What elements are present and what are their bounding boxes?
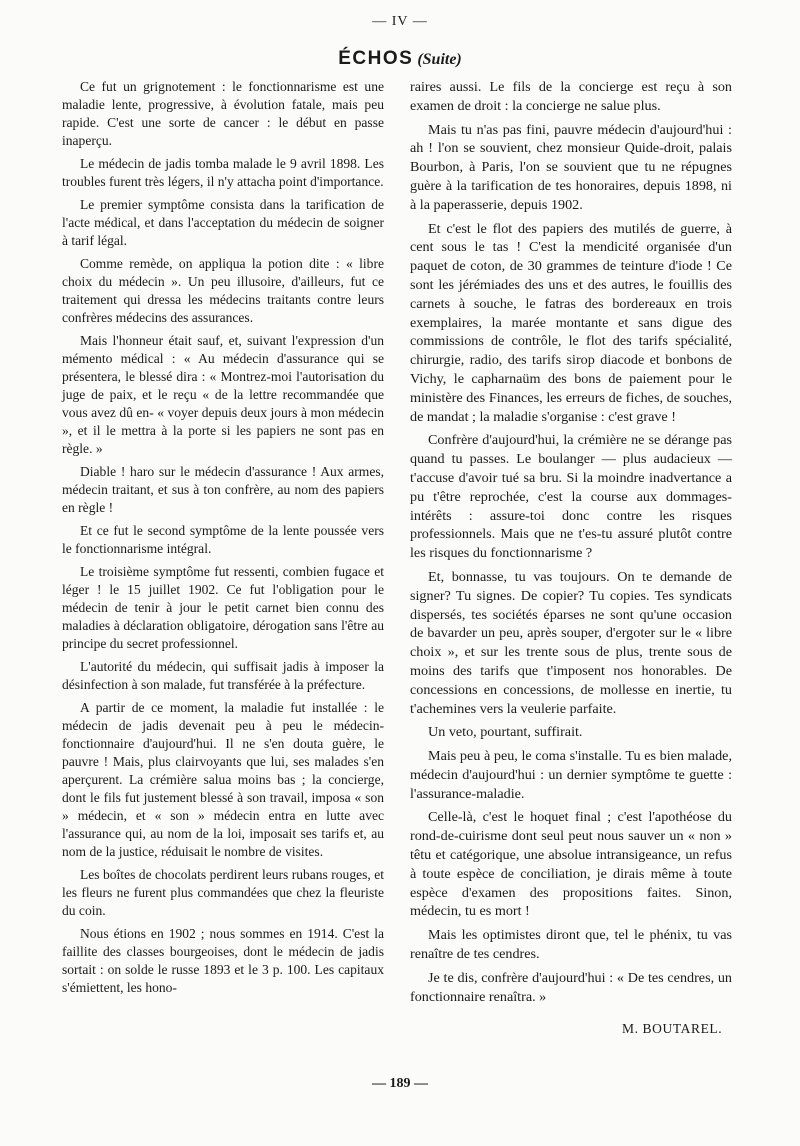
paragraph: Confrère d'aujourd'hui, la crémière ne se dérange pas quand tu passes. Le boulanger — plus audacieux — t'accuse d'avoir tué sa bru. Si la moindre inadvertance a pu t'être reprochée, c'est la course aux dommages-intérêts : assure-toi donc contre les risques professionnels. Mais que ne t'es-tu assuré plutôt contre les risques du fonctionnarisme ? (410, 432, 732, 562)
paragraph: Le médecin de jadis tomba malade le 9 avril 1898. Les troubles furent très légers, il n'y attacha point d'importance. (62, 156, 384, 189)
paragraph: Mais les optimistes diront que, tel le phénix, tu vas renaître de tes cendres. (410, 927, 732, 963)
paragraph: Je te dis, confrère d'aujourd'hui : « De tes cendres, un fonctionnaire renaîtra. » (410, 969, 732, 1005)
paragraph: Nous étions en 1902 ; nous sommes en 1914. C'est la faillite des classes bourgeoises, dont le médecin de jadis sortait : on solde le russe 1893 et le 3 p. 100. Les capitaux s'émiettent, les hono- (62, 926, 384, 995)
paragraph: Mais tu n'as pas fini, pauvre médecin d'aujourd'hui : ah ! l'on se souvient, chez monsieur Quide-droit, palais Bourbon, à Paris, l'on se souvient que tu ne répugnes guère à la tarification de tes honoraires, depuis 1898, ni à la paperasserie, depuis 1902. (410, 121, 732, 213)
section-subtitle: (Suite) (417, 51, 462, 68)
paragraph: Et, bonnasse, tu vas toujours. On te demande de signer? Tu signes. De copier? Tu copies. Tes syndicats dispersés, tes sociétés éparses ne sont qu'une occasion de bavarder un peu, après souper, d'ergoter sur le « libre choix », et sur les trente sous de plus, trente sous de moins des tarifs que t'imposent nos honorables. De concessions en concessions, de mollesse en inertie, tu t'achemines vers la veulerie parfaite. (410, 568, 732, 717)
paragraph: Le premier symptôme consista dans la tarification de l'acte médical, et dans l'acceptation du médecin de soigner à tarif légal. (62, 197, 384, 248)
page-number: — 189 — (372, 1076, 428, 1091)
left-column (62, 78, 384, 1002)
paragraph: A partir de ce moment, la maladie fut installée : le médecin de jadis devenait peu à peu le médecin-fonctionnaire d'aujourd'hui. Il ne s'en douta guère, le pauvre ! Mais, plus clairvoyants que lui, ses malades s'en aperçurent. La crémière salua moins bas ; la concierge, dont le fils fut justement blessé à son travail, imposa « son » médecin, et « son » médecin entra en lutte avec l'assurance qui, au nom de la loi, imposait ses tarifs et, au nom de la justice, réduisait le nombre de visites. (62, 700, 384, 859)
paragraph: Comme remède, on appliqua la potion dite : « libre choix du médecin ». Un peu illusoire, d'ailleurs, fut ce traitement qui dressa les médecins traitants contre leurs confrères médecins des assurances. (62, 256, 384, 325)
paragraph: Celle-là, c'est le hoquet final ; c'est l'apothéose du rond-de-cuirisme dont seul peut nous sauver un « non » têtu et catégorique, une absolue intransigeance, un refus à toute espèce de conciliation, je dirais même à toute espèce d'examen des propositions faites. Sinon, médecin, tu es mort ! (410, 809, 732, 920)
paragraph: Diable ! haro sur le médecin d'assurance ! Aux armes, médecin traitant, et sus à ton confrère, au nom des papiers en règle ! (62, 464, 384, 515)
section-title: ÉCHOS (338, 48, 414, 69)
paragraph: Le troisième symptôme fut ressenti, combien fugace et léger ! le 15 juillet 1902. Ce fut l'obligation pour le médecin de tenir à jour le petit carnet bien connu des maladies à déclaration obligatoire, dérogation sans l'être au principe du secret professionnel. (62, 564, 384, 651)
paragraph: Et ce fut le second symptôme de la lente poussée vers le fonctionnarisme intégral. (62, 523, 384, 556)
right-column (410, 78, 732, 1011)
paragraph: Les boîtes de chocolats perdirent leurs rubans rouges, et les fleurs ne furent plus commandées que chez la fleuriste du coin. (62, 867, 384, 918)
section-heading (0, 48, 800, 70)
paragraph: Un veto, pourtant, suffirait. (428, 724, 583, 741)
paragraph: Ce fut un grignotement : le fonctionnarisme est une maladie lente, progressive, à évolution fatale, mais peu rapide. C'est une sorte de cancer : le début en passe inaperçu. (62, 79, 384, 148)
page-roman-numeral: — IV — (372, 14, 428, 29)
paragraph-continued: raires aussi. Le fils de la concierge est reçu à son examen de droit : la concierge ne salue plus. (410, 79, 732, 114)
author-signature: M. BOUTAREL. (622, 1021, 723, 1036)
paragraph: Et c'est le flot des papiers des mutilés de guerre, à cent sous le tas ! C'est la mendicité organisée d'un paquet de coton, de 30 grammes de teinture d'iode ! Ce sont les jérémiades des uns et des autres, le fouillis des carnets à souche, le fatras des bordereaux en trois exemplaires, la marée montante et sans digue des commissions de contrôle, le flot des tarifs spécialité, chirurgie, radio, des tarifs sirop diacode et bonbons de Vichy, le capharnaüm des bons de paiement pour le ministère des Finances, les erreurs de fiches, de souches, de mandat ; la maladie s'organise : c'est grave ! (410, 220, 732, 425)
paragraph: Mais l'honneur était sauf, et, suivant l'expression d'un mémento médical : « Au médecin d'assurance qui se présentera, le blessé dira : « Montrez-moi l'autorisation du juge de paix, et le reçu « de la lettre recommandée que vous avez dû en- « voyer depuis deux jours à mon médecin », et il le mettra à la porte si les papiers ne sont pas en règle. » (62, 333, 384, 456)
paragraph: Mais peu à peu, le coma s'installe. Tu es bien malade, médecin d'aujourd'hui : un dernier symptôme te guette : l'assurance-maladie. (410, 748, 732, 802)
paragraph: L'autorité du médecin, qui suffisait jadis à imposer la désinfection à son malade, fut transférée à la préfecture. (62, 659, 384, 692)
